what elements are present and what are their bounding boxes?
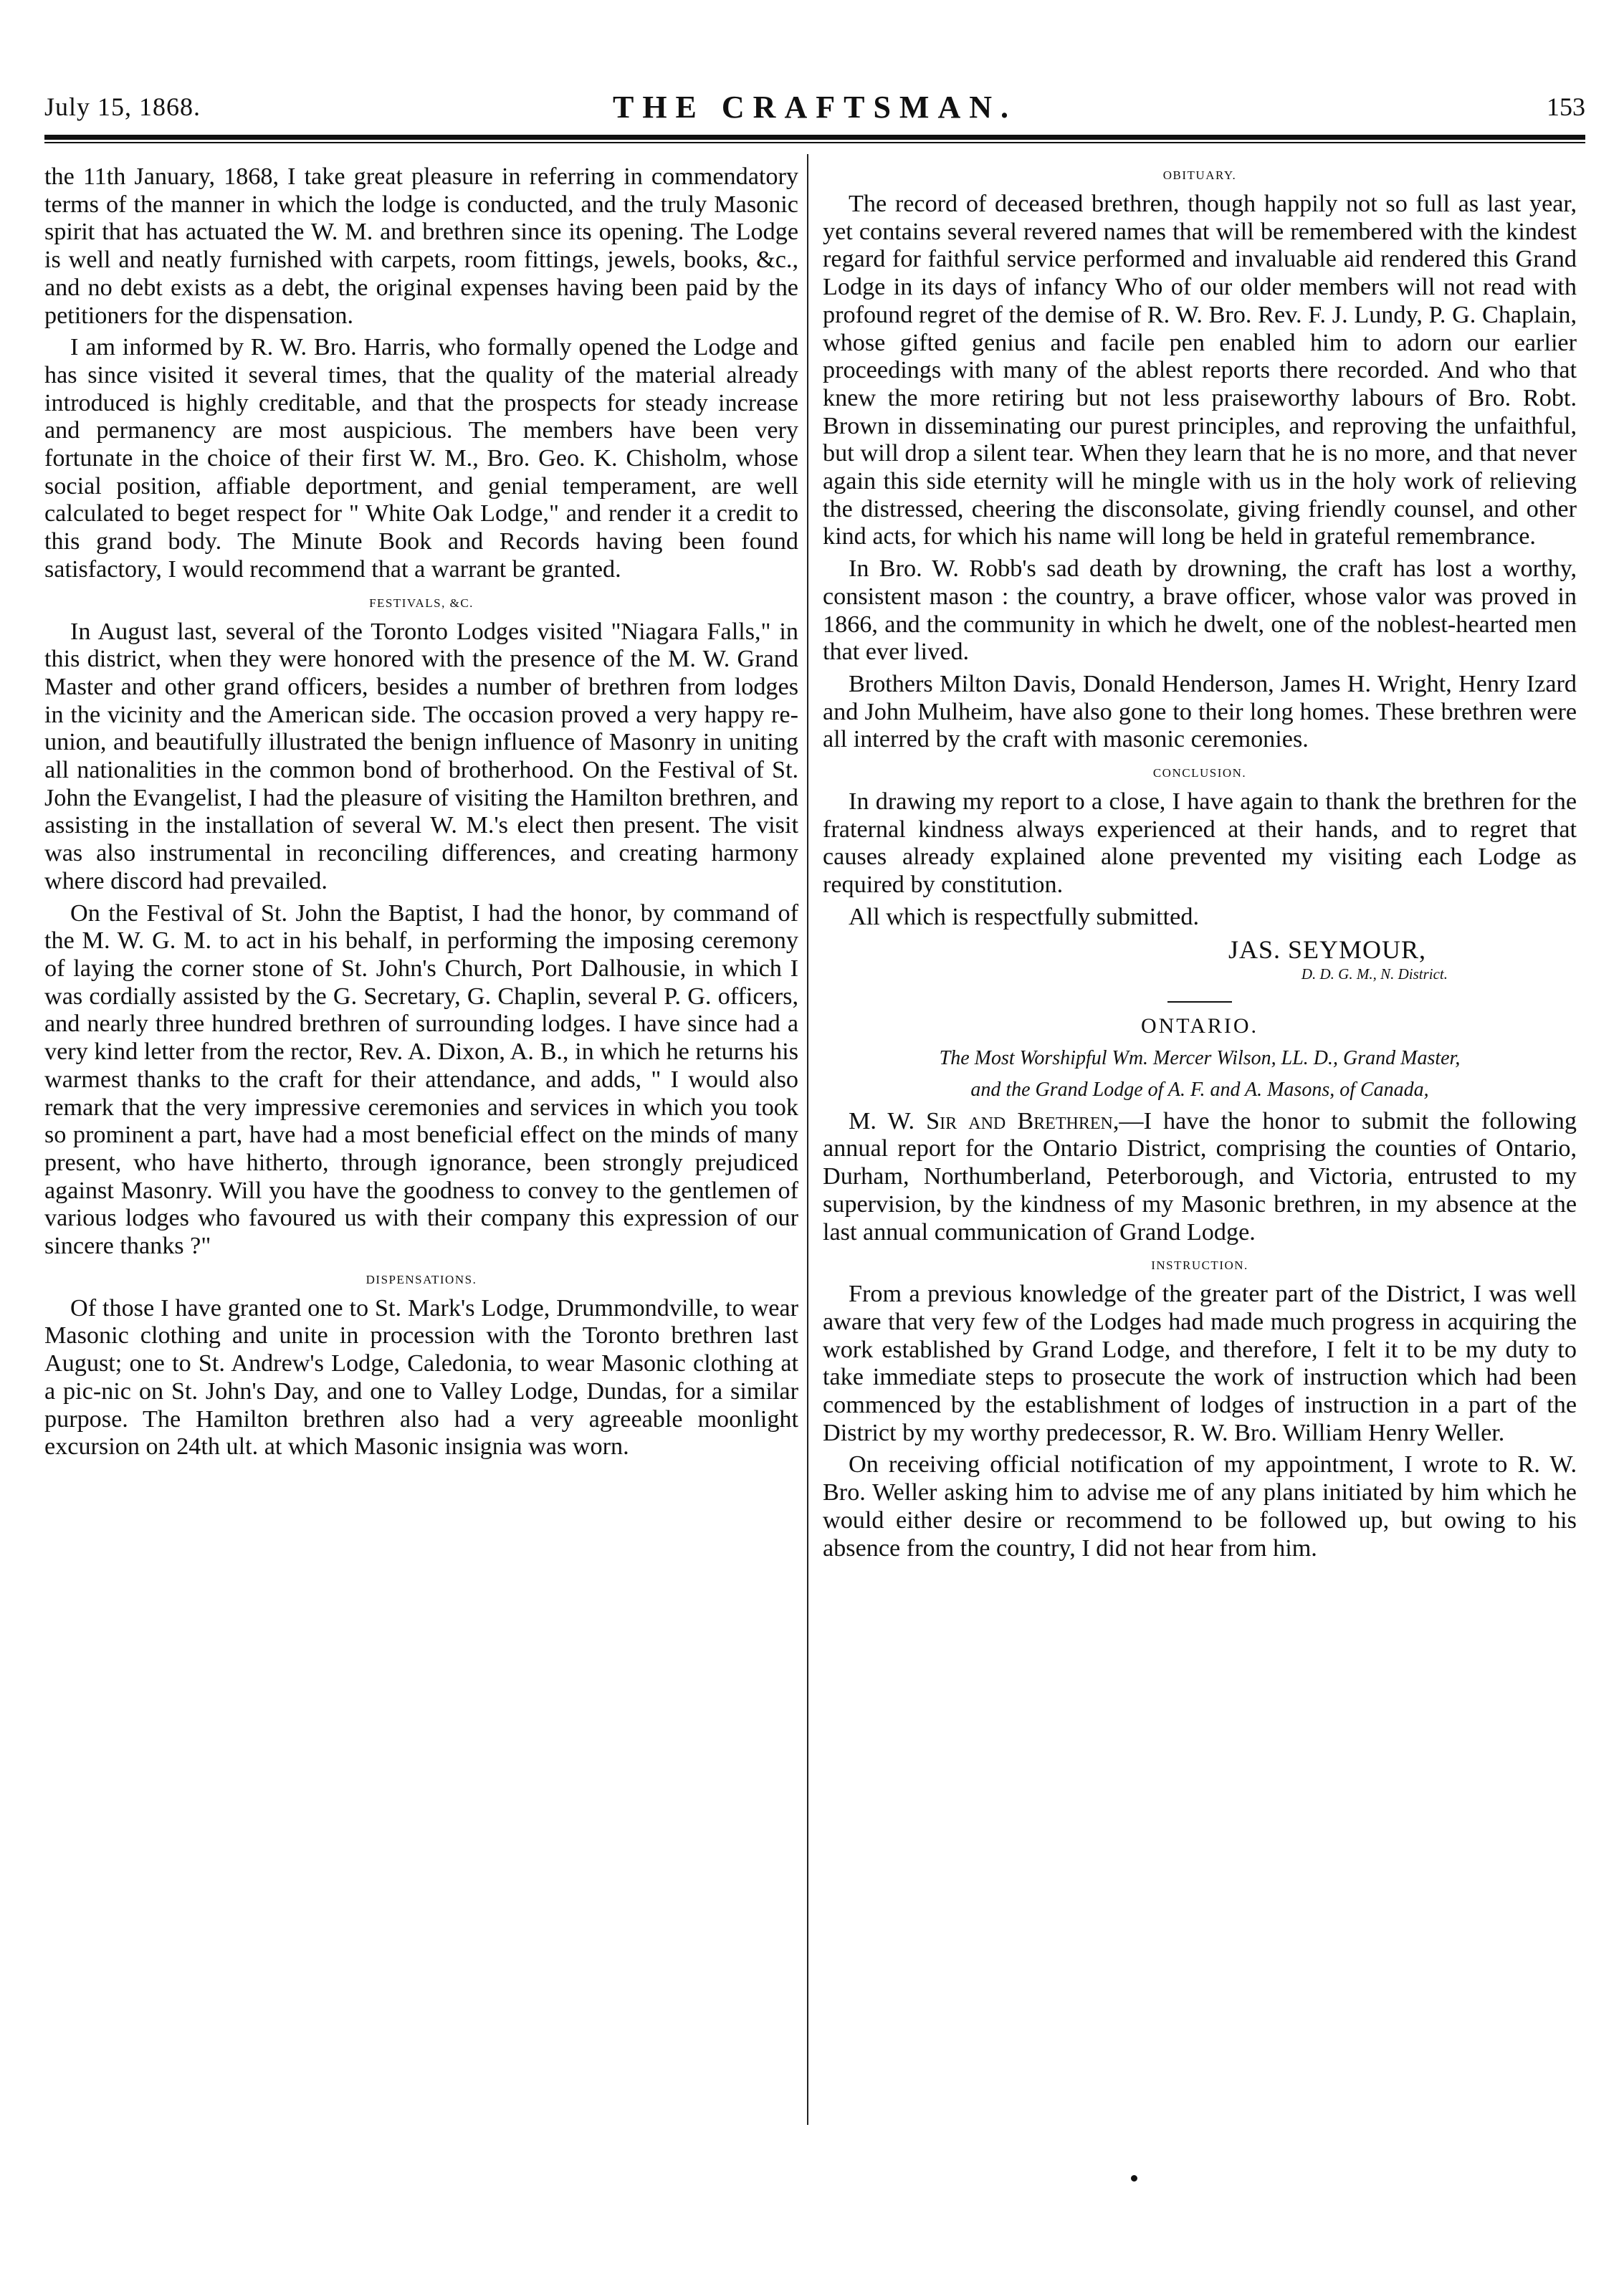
address-line: The Most Worshipful Wm. Mercer Wilson, LL. D., Grand Master,	[939, 1046, 1461, 1069]
paragraph-body: —I have the honor to submit the following annual report for the Ontario District, comprising the counties of Ontario, Durham, Northumberland, Peterborough, and Victoria, entrusted to my supervision, by the kindness of my Masonic brethren, in my absence at the last annual communication of Grand Lodge.	[823, 1107, 1577, 1246]
paragraph: The record of deceased brethren, though happily not so full as last year, yet contains several revered names that will be remembered with the kindest regard for faithful service performed and invaluable aid rendered this Grand Lodge in its days of infancy Who of our older members will not read with profound regret of the demise of R. W. Bro. Rev. F. J. Lundy, P. G. Chaplain, whose gifted genius and facile pen enabled him to adorn our earlier proceedings with many of the ablest reports there recorded. And who that knew the more retiring but not less praiseworthy labours of Bro. Robt. Brown in disseminating our purest principles, and reproving the unfaithful, but will drop a silent tear. When they learn that he is no more, and that never again this side eternity will he mingle with us in the holy work of relieving the distressed, cheering the disconsolate, giving friendly counsel, and other kind acts, for which his name will long be held in grateful remembrance.	[823, 191, 1577, 550]
paragraph: In August last, several of the Toronto Lodges visited "Niagara Falls," in this district, when they were honored with the presence of the M. W. Grand Master and other grand officers, besides a number of brethren from lodges in the vicinity and the American side. The occasion proved a very happy re-union, and beautifully illustrated the benign influence of Masonry in uniting all nationalities in the common bond of brotherhood. On the Festival of St. John the Evangelist, I had the pleasure of visiting the Hamilton brethren, and assisting in the installation of several W. M.'s elect then present. The visit was also instrumental in reconciling differences, and creating harmony where discord had prevailed.	[44, 618, 798, 894]
paragraph: On receiving official notification of my appointment, I wrote to R. W. Bro. Weller asking him to advise me of any plans initiated by him which he would either desire or recommend to be followed up, but owing to his absence from the country, I did not hear from him.	[823, 1451, 1577, 1562]
address-line: and the Grand Lodge of A. F. and A. Masons, of Canada,	[970, 1078, 1429, 1101]
paragraph: the 11th January, 1868, I take great pleasure in referring in commendatory terms of the manner in which the lodge is conducted, and the truly Masonic spirit that has actuated the W. M. and brethren since its opening. The Lodge is well and neatly furnished with carpets, room fittings, jewels, books, &c., and no debt exists as a debt, the original expenses having been paid by the petitioners for the dispensation.	[44, 163, 798, 329]
paragraph: Of those I have granted one to St. Mark's Lodge, Drummondville, to wear Masonic clothing and unite in procession with the Toronto brethren last August; one to St. Andrew's Lodge, Caledonia, to wear Masonic clothing at a pic-nic on St. John's Day, and one to Valley Lodge, Dundas, for a similar purpose. The Hamilton brethren also had a very agreeable moonlight excursion on 24th ult. at which Masonic insignia was worn.	[44, 1294, 798, 1461]
section-divider	[1167, 1001, 1232, 1003]
report-heading-ontario: ONTARIO.	[1140, 1013, 1259, 1038]
section-heading-festivals: FESTIVALS, &C.	[369, 596, 474, 610]
paragraph: In drawing my report to a close, I have again to thank the brethren for the fraternal kindness always experienced at their hands, and to regret that causes already explained alone prevented my visiting each Lodge as required by constitution.	[823, 788, 1577, 899]
left-column	[44, 163, 798, 1466]
publication-title: THE CRAFTSMAN.	[612, 90, 1018, 125]
section-heading-conclusion: CONCLUSION.	[1152, 766, 1247, 780]
paragraph: Brothers Milton Davis, Donald Henderson, James H. Wright, Henry Izard and John Mulheim, have also gone to their long homes. These brethren were all interred by the craft with masonic ceremonies.	[823, 670, 1577, 753]
section-heading-dispensations: DISPENSATIONS.	[366, 1272, 477, 1286]
paragraph: I am informed by R. W. Bro. Harris, who formally opened the Lodge and has since visited it several times, that the quality of the material already introduced is highly creditable, and that the prospects for steady increase and permanency are most auspicious. The members have been very fortunate in the choice of their first W. M., Bro. Geo. K. Chisholm, whose social position, affiable deportment, and genial temperament, are well calculated to beget respect for " White Oak Lodge," and render it a credit to this grand body. The Minute Book and Records having been found satisfactory, I would recommend that a warrant be granted.	[44, 334, 798, 583]
section-heading-obituary: OBITUARY.	[1162, 168, 1237, 182]
end-mark	[1131, 2175, 1137, 2182]
paragraph: In Bro. W. Robb's sad death by drowning, the craft has lost a worthy, consistent mason : the country, a brave officer, whose valor was proved in 1866, and the community in which he dwelt, one of the noblest-hearted men that ever lived.	[823, 555, 1577, 666]
signature-name: JAS. SEYMOUR,	[1228, 935, 1426, 964]
paragraph: From a previous knowledge of the greater part of the District, I was well aware that very few of the Lodges had made much progress in acquiring the work established by Grand Lodge, and therefore, I felt it to be my duty to take immediate steps to prosecute the work of instruction which had been commenced by the establishment of lodges of instruction in a part of the District by my worthy predecessor, R. W. Bro. William Henry Weller.	[823, 1281, 1577, 1446]
header-rule	[44, 135, 1585, 140]
page-number: 153	[1547, 92, 1585, 121]
salutation: M. W. Sir and Brethren,	[849, 1107, 1119, 1134]
page-header	[44, 92, 1585, 135]
column-divider	[807, 154, 808, 2125]
paragraph: All which is respectfully submitted.	[849, 903, 1199, 930]
paragraph: On the Festival of St. John the Baptist, I had the honor, by command of the M. W. G. M. to act in his behalf, in performing the imposing ceremony of laying the corner stone of St. John's Church, Port Dalhousie, in which I was cordially assisted by the G. Secretary, G. Chaplin, several P. G. officers, and nearly three hundred brethren of surrounding lodges. I have since had a very kind letter from the rector, Rev. A. Dixon, A. B., in which he returns his warmest thanks to the craft for their attendance, and adds, " I would also remark that the very impressive ceremonies and services in which you took so prominent a part, have had a most beneficial effect on the minds of many present, who have hitherto, through ignorance, been strongly prejudiced against Masonry. Will you have the goodness to convey to the gentlemen of various lodges who favoured us with their company this expression of our sincere thanks ?"	[44, 899, 798, 1260]
right-column	[823, 163, 1577, 1567]
signature-title: D. D. G. M., N. District.	[1301, 965, 1448, 983]
issue-date: July 15, 1868.	[44, 92, 201, 121]
section-heading-instruction: INSTRUCTION.	[1151, 1258, 1248, 1273]
paragraph	[823, 1108, 1577, 1247]
header-rule-thin	[44, 142, 1585, 143]
